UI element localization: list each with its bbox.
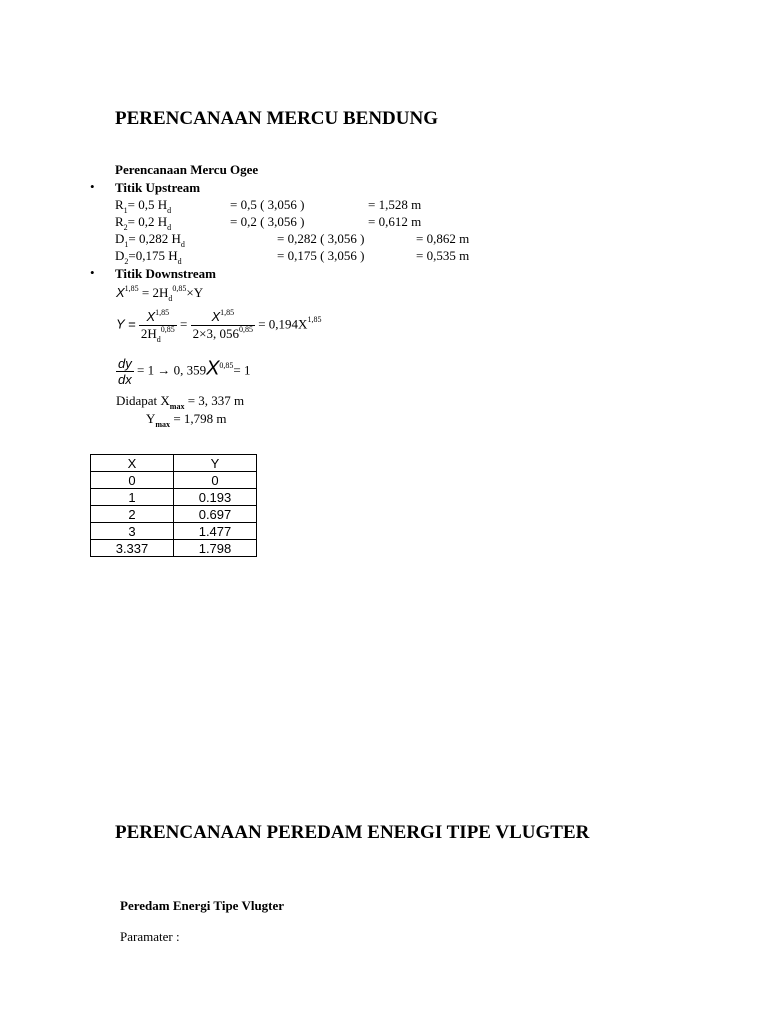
row-d2-res: = 0,535 m bbox=[416, 248, 470, 263]
bullet-downstream: Titik Downstream bbox=[115, 266, 216, 281]
section-title-mercu: PERENCANAAN MERCU BENDUNG bbox=[115, 108, 438, 129]
equation-3: $\frac{dy}{dx}$ = 1 → 0, $359X^{0,85}= 1$ bbox=[118, 356, 251, 387]
table-cell: 0.697 bbox=[174, 506, 257, 523]
equation-2: Y = $\frac{X^{1,85}}{2H_d^{0,85}}$ = $\frac{X^{1,85}}{2\times 3, 056^{0,85}}$ = $0,194X^{1,85}$ bbox=[116, 308, 322, 344]
bullet-dot: • bbox=[90, 179, 95, 194]
table-cell: 0 bbox=[91, 472, 174, 489]
table-row bbox=[91, 506, 257, 523]
table-header-x: X bbox=[91, 455, 174, 472]
ymax-line: $Y_{max} = 1,798$ m bbox=[146, 411, 227, 429]
table-header-row bbox=[91, 455, 257, 472]
xmax-line: Didapat $X_{max} = 3$, 337 m bbox=[116, 393, 245, 411]
row-r2-calc: = 0,2 ( 3,056 ) bbox=[230, 214, 305, 229]
table-cell: 1 bbox=[91, 489, 174, 506]
table-cell: 1.798 bbox=[174, 540, 257, 557]
bullet-dot: • bbox=[90, 265, 95, 280]
row-r2-res: = 0,612 m bbox=[368, 214, 422, 229]
table-row bbox=[91, 540, 257, 557]
row-d1-res: = 0,862 m bbox=[416, 231, 470, 246]
subtitle-vlugter: Peredam Energi Tipe Vlugter bbox=[120, 898, 285, 913]
row-d1-calc: = 0,282 ( 3,056 ) bbox=[277, 231, 365, 246]
row-r1-calc: = 0,5 ( 3,056 ) bbox=[230, 197, 305, 212]
row-d1: $D_1= 0,282$ $H_d$ bbox=[115, 231, 185, 249]
table-cell: 3.337 bbox=[91, 540, 174, 557]
table-header-y: Y bbox=[174, 455, 257, 472]
table-cell: 0.193 bbox=[174, 489, 257, 506]
parameter-label: Paramater : bbox=[120, 929, 180, 944]
table-row bbox=[91, 489, 257, 506]
section-title-vlugter: PERENCANAAN PEREDAM ENERGI TIPE VLUGTER bbox=[115, 822, 590, 843]
table-row bbox=[91, 523, 257, 540]
table-cell: 3 bbox=[91, 523, 174, 540]
bullet-upstream: Titik Upstream bbox=[115, 180, 201, 195]
equation-1: $X^{1,85} = 2H_d^{0,85}\times Y$ bbox=[116, 284, 204, 303]
subtitle-mercu-ogee: Perencanaan Mercu Ogee bbox=[115, 162, 259, 177]
table-cell: 0 bbox=[174, 472, 257, 489]
row-r1-res: = 1,528 m bbox=[368, 197, 422, 212]
xy-table bbox=[90, 454, 257, 557]
row-d2-calc: = 0,175 ( 3,056 ) bbox=[277, 248, 365, 263]
row-r2: $R_2= 0,2$ $H_d$ bbox=[115, 214, 172, 232]
table-row bbox=[91, 472, 257, 489]
table-cell: 2 bbox=[91, 506, 174, 523]
row-r1: $R_1= 0,5$ $H_d$ bbox=[115, 197, 172, 215]
table-cell: 1.477 bbox=[174, 523, 257, 540]
row-d2: $D_2=0,175$ $H_d$ bbox=[115, 248, 182, 266]
